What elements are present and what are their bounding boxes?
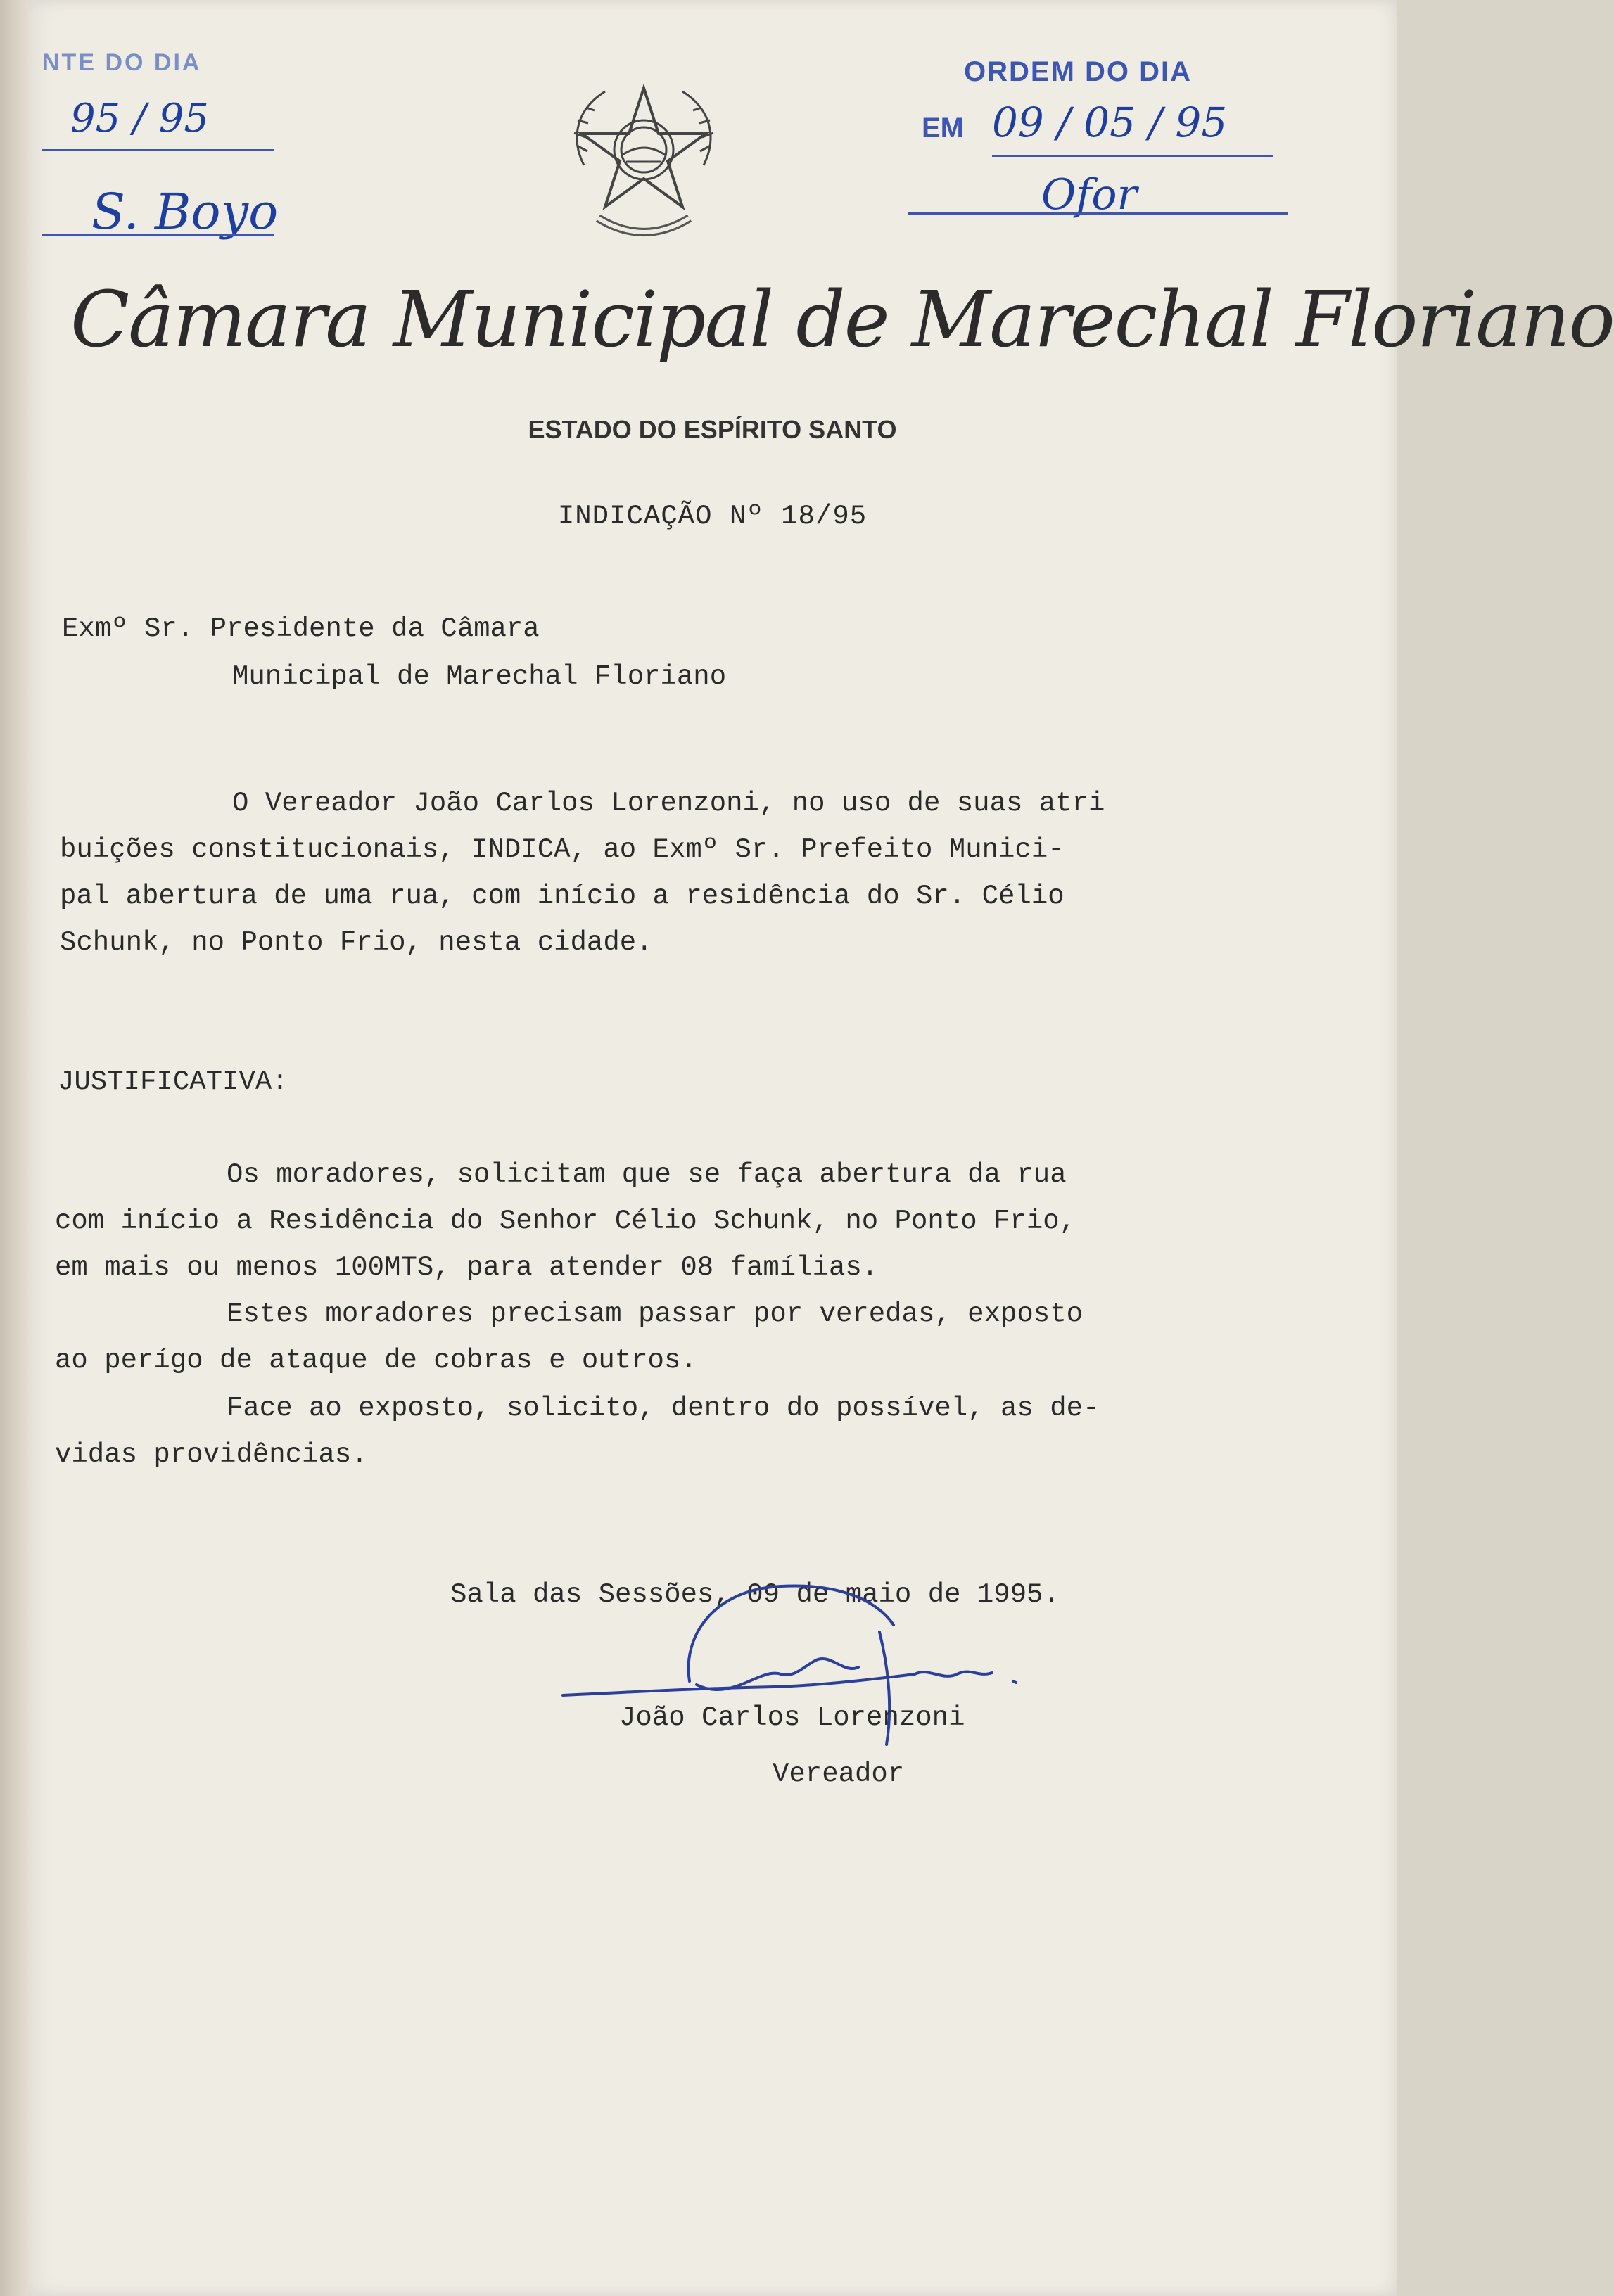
stamp-left-rule: [42, 234, 274, 236]
stamp-right-signature: Ofor: [1041, 170, 1138, 219]
paragraph-line: buições constitucionais, INDICA, ao Exmº Sr. Prefeito Munici-: [60, 834, 1065, 865]
stamp-right: [894, 49, 1288, 232]
stamp-right-title: ORDEM DO DIA: [964, 56, 1192, 87]
stamp-left-date: 95 / 95: [70, 96, 209, 141]
coat-of-arms-icon: [556, 67, 732, 250]
book-spine-shadow: [0, 0, 28, 2296]
signer-role: Vereador: [773, 1759, 905, 1790]
stamp-left: [28, 42, 281, 241]
stamp-left-signature: S. Boyo: [91, 183, 279, 241]
justification-line: com início a Residência do Senhor Célio Schunk, no Ponto Frio,: [55, 1206, 1076, 1237]
stamp-right-em-label: EM: [922, 113, 964, 144]
address-line: Municipal de Marechal Floriano: [232, 661, 727, 692]
stamp-left-rule: [42, 149, 274, 151]
document-title: INDICAÇÃO Nº 18/95: [557, 501, 868, 532]
justification-heading: JUSTIFICATIVA:: [58, 1066, 288, 1097]
justification-line: Os moradores, solicitam que se faça abertura da rua: [227, 1159, 1067, 1190]
stamp-left-title: NTE DO DIA: [42, 49, 202, 76]
letterhead-title: Câmara Municipal de Marechal Floriano: [70, 274, 1614, 364]
stamp-right-rule: [908, 212, 1288, 215]
state-name: ESTADO DO ESPÍRITO SANTO: [528, 415, 897, 444]
paragraph-line: pal abertura de uma rua, com início a residência do Sr. Célio: [60, 881, 1065, 912]
document-page: [28, 0, 1614, 2296]
paragraph-line: O Vereador João Carlos Lorenzoni, no uso de suas atri: [232, 788, 1105, 819]
stamp-right-rule: [992, 155, 1273, 157]
justification-line: Estes moradores precisam passar por veredas, exposto: [227, 1299, 1083, 1329]
stamp-right-date: 09 / 05 / 95: [992, 98, 1228, 146]
signer-name: João Carlos Lorenzoni: [619, 1702, 965, 1733]
paragraph-line: Schunk, no Ponto Frio, nesta cidade.: [60, 927, 653, 958]
address-line: Exmº Sr. Presidente da Câmara: [62, 613, 540, 644]
closing-line: Sala das Sessões, 09 de maio de 1995.: [450, 1579, 1060, 1610]
justification-line: em mais ou menos 100MTS, para atender 08 famílias.: [55, 1252, 879, 1283]
justification-line: ao perígo de ataque de cobras e outros.: [55, 1345, 697, 1376]
justification-line: Face ao exposto, solicito, dentro do possível, as de-: [227, 1393, 1100, 1424]
justification-line: vidas providências.: [55, 1439, 368, 1470]
